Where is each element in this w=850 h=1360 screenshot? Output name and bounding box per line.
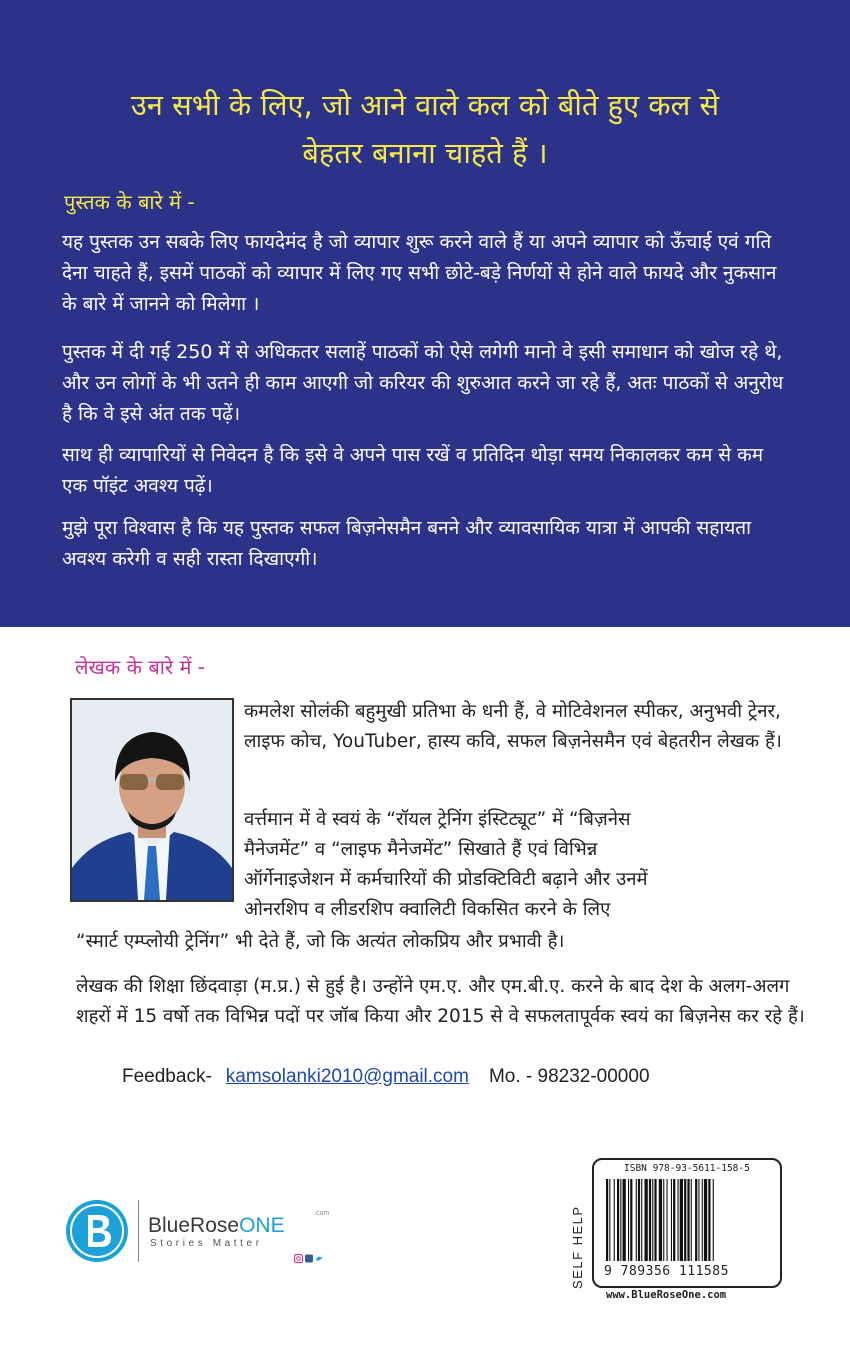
barcode-bar xyxy=(708,1179,710,1261)
barcode-bar xyxy=(702,1179,703,1261)
about-author-heading: लेखक के बारे में - xyxy=(75,655,206,679)
barcode-bar xyxy=(691,1179,692,1261)
barcode-graphic xyxy=(606,1179,768,1261)
barcode-bar xyxy=(695,1179,697,1261)
barcode-bar xyxy=(654,1179,656,1261)
barcode-bar xyxy=(652,1179,653,1261)
barcode-bar xyxy=(630,1179,632,1261)
publisher-name-main: BlueRose xyxy=(148,1214,240,1237)
author-bio-line: “स्मार्ट एम्प्लोयी ट्रेनिंग” भी देते हैं, जो कि अत्यंत लोकप्रिय और प्रभावी है। xyxy=(76,931,565,952)
author-bio-line: ऑर्गेनाइजेशन में कर्मचारियों की प्रोडक्टिविटी बढ़ाने और उनमें xyxy=(244,869,648,890)
top-blue-panel xyxy=(0,0,850,627)
about-book-heading: पुस्तक के बारे में - xyxy=(64,190,195,214)
author-bio-line: मैनेजमेंट” व “लाइफ मैनेजमेंट” सिखाते हैं एवं विभिन्न xyxy=(244,839,598,860)
about-book-paragraph: यह पुस्तक उन सबके लिए फायदेमंद है जो व्यापार शुरू करने वाले हैं या अपने व्यापार को ऊँचाई एवं गति देना चाहते हैं, इसमें पाठकों को व्यापार में लिए गए सभी छोटे-बड़े निर्णयों से होने वाले फायदे और नुकसान के बारे में जानने को मिलेगा । xyxy=(62,231,777,315)
barcode-bar xyxy=(636,1179,637,1261)
author-photo xyxy=(70,698,234,902)
about-book-paragraph: साथ ही व्यापारियों से निवेदन है कि इसे वे अपने पास रखें व प्रतिदिन थोड़ा समय निकालकर कम से कम एक पॉइंट अवश्य पढ़ें। xyxy=(62,444,764,497)
social-icons xyxy=(294,1254,324,1266)
barcode-bar xyxy=(649,1179,651,1261)
barcode-bar xyxy=(623,1179,626,1261)
twitter-icon xyxy=(316,1257,323,1261)
barcode-bar xyxy=(687,1179,689,1261)
genre-label: SELF HELP xyxy=(570,1205,585,1289)
publisher-website: www.BlueRoseOne.com xyxy=(606,1289,727,1301)
author-bio-line: ओनरशिप व लीडरशिप क्वालिटी विकसित करने के लिए xyxy=(244,899,611,920)
barcode-bar xyxy=(617,1179,619,1261)
barcode-bar xyxy=(704,1179,707,1261)
instagram-icon xyxy=(295,1255,303,1263)
barcode-bar xyxy=(659,1179,662,1261)
author-education-paragraph: लेखक की शिक्षा छिंदवाड़ा (म.प्र.) से हुई है। उन्होंने एम.ए. और एम.बी.ए. करने के बाद देश के अलग-अलग शहरों में 15 वर्षो तक विभिन्न पदों पर जॉब किया और 2015 से वे सफलतापूर्वक स्वयं का बिज़नेस कर रहे हैं। xyxy=(76,976,805,1027)
tagline-line-2: बेहतर बनाना चाहते हैं । xyxy=(302,136,548,170)
logo-divider xyxy=(138,1200,139,1262)
publisher-name-accent: ONE xyxy=(239,1214,285,1237)
barcode-bar xyxy=(671,1179,672,1261)
publisher-name xyxy=(148,1214,285,1238)
publisher-domain-suffix: .com xyxy=(314,1210,330,1217)
barcode-bar xyxy=(684,1179,686,1261)
publisher-tagline: Stories Matter xyxy=(150,1238,263,1249)
email-link[interactable]: kamsolanki2010@gmail.com xyxy=(225,1066,469,1087)
barcode-bar xyxy=(614,1179,615,1261)
barcode-bar xyxy=(628,1179,629,1261)
publisher-logo xyxy=(66,1198,336,1268)
barcode-bar xyxy=(673,1179,675,1261)
barcode-bar xyxy=(713,1179,714,1261)
about-book-paragraph: मुझे पूरा विश्वास है कि यह पुस्तक सफल बिज़नेसमैन बनने और व्यावसायिक यात्रा में आपकी सहायता अवश्य करेगी व सही रास्ता दिखाएगी। xyxy=(62,517,752,570)
author-bio-line: वर्त्तमान में वे स्वयं के “रॉयल ट्रेनिंग इंस्टिट्यूट” में “बिज़नेस xyxy=(244,809,631,830)
author-portrait-illustration xyxy=(72,700,232,900)
tagline-line-1: उन सभी के लिए, जो आने वाले कल को बीते हुए कल से xyxy=(130,88,720,122)
barcode-bar xyxy=(641,1179,642,1261)
feedback-label: Feedback- xyxy=(122,1066,212,1087)
barcode-bar xyxy=(609,1179,610,1261)
barcode-bar xyxy=(645,1179,648,1261)
barcode-bar xyxy=(620,1179,621,1261)
barcode-bar xyxy=(678,1179,679,1261)
isbn-text: ISBN 978-93-5611-158-5 xyxy=(624,1163,750,1174)
barcode-bar xyxy=(638,1179,640,1261)
about-book-paragraph: पुस्तक में दी गई 250 में से अधिकतर सलाहें पाठकों को ऐसे लगेगी मानो वे इसी समाधान को खोज रहे थे, और उन लोगों के भी उतने ही काम आएगी जो करियर की शुरुआत करने जा रहे हैं, अतः पाठकों से अनुरोध है कि वे इसे अंत तक पढ़ें। xyxy=(62,341,784,425)
barcode-bar xyxy=(663,1179,664,1261)
barcode-bar xyxy=(698,1179,699,1261)
brand-circle-icon xyxy=(66,1200,128,1262)
barcode-box xyxy=(592,1158,782,1288)
barcode-bar xyxy=(667,1179,668,1261)
barcode-bar xyxy=(606,1179,608,1261)
author-bio-paragraph: कमलेश सोलंकी बहुमुखी प्रतिभा के धनी हैं, वे मोटिवेशनल स्पीकर, अनुभवी ट्रेनर, लाइफ कोच, YouTuber, हास्य कवि, सफल बिज़नेसमैन एवं बेहतरीन लेखक हैं। xyxy=(244,701,782,752)
feedback-row xyxy=(122,1066,650,1088)
facebook-icon xyxy=(305,1255,313,1263)
barcode-number: 9 789356 111585 xyxy=(604,1264,729,1279)
barcode-bar xyxy=(680,1179,683,1261)
mobile-number: Mo. - 98232-00000 xyxy=(488,1066,650,1087)
